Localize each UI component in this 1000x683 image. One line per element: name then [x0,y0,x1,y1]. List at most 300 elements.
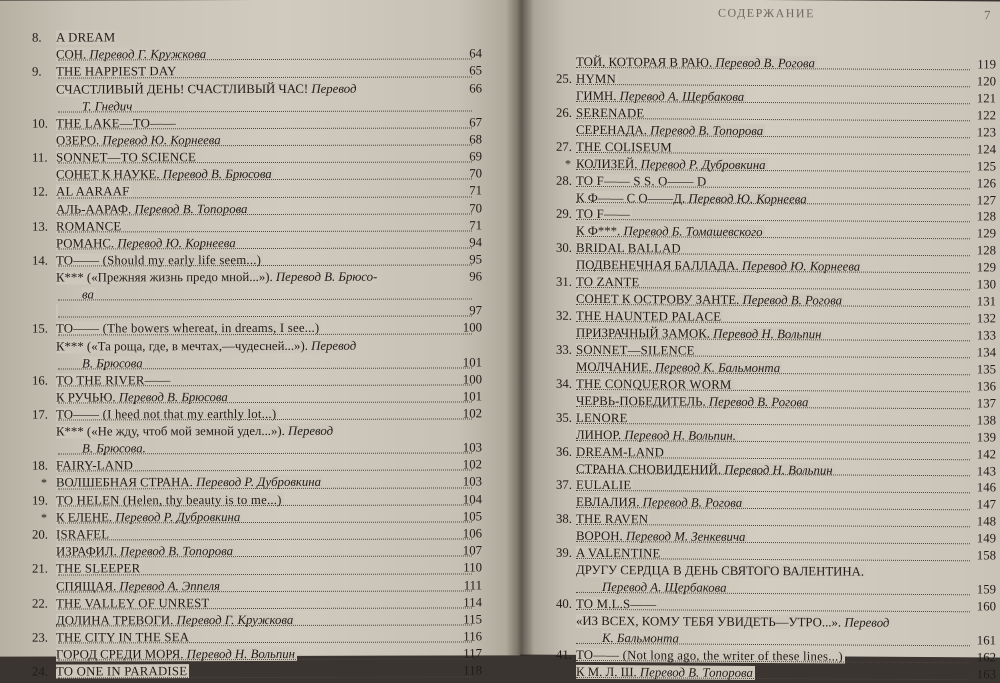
translator-credit-line: В. Брюсова. [82,441,146,456]
entry-title-text [56,475,323,490]
entry-title-text [56,630,191,644]
entry-title [56,166,456,184]
entry-number: 8. [32,30,42,45]
entry-title-text [56,219,123,233]
entry-number: 26. [556,105,572,120]
entry-title-text [56,424,335,439]
entry-title-main: СЕРЕНАДА. [576,122,651,138]
toc-entry [0,148,520,167]
translator-credit: Перевод Ю. Корнеева [741,259,861,274]
entry-number: 17. [32,407,48,422]
entry-title [56,405,456,423]
toc-entry [0,337,520,372]
translator-credit: Перевод В. Рогова [642,495,743,511]
entry-title-main: ДОЛИНА ТРЕВОГИ. [56,613,177,628]
entry-page-number: 97 [469,303,482,318]
entry-title-main: АЛЬ-ААРАФ. [56,201,135,217]
translator-credit: Перевод Н. Вольпин [713,326,822,342]
entry-number: 31. [556,274,572,290]
entry-title-main: THE HAPPIEST DAY [56,64,177,79]
entry-title-main: TO—— (Should my early life seem...) [56,253,262,268]
entry-title-text [576,546,663,561]
toc-entry [0,303,520,322]
entry-title-text [576,309,723,324]
entry-number: 20. [32,527,48,542]
translator-credit: Перевод Н. Вольпин [724,462,833,477]
entry-page-number: 70 [469,166,482,181]
entry-title-text [576,106,646,120]
entry-page-number: 120 [976,74,996,89]
entry-title-text [56,253,263,268]
entry-number: 41. [556,647,572,662]
entry-title-text [56,30,117,44]
entry-title [56,594,456,612]
entry-title-text [56,373,173,387]
entry-title-text [576,461,835,477]
entry-number: 33. [556,342,572,357]
entry-title-text [576,444,666,459]
entry-page-number: 127 [976,192,996,207]
entry-page-number: 128 [976,243,996,258]
entry-title-main: DREAM-LAND [576,444,665,459]
entry-page-number: 94 [469,235,482,250]
entry-title-main: К ЕЛЕНЕ. [56,510,116,525]
toc-entry [0,114,520,133]
entry-title-text [576,190,809,205]
toc-entry [0,405,520,424]
entry-title-text [576,326,824,342]
entry-title-text [56,236,238,250]
toc-entry [0,46,520,65]
toc-entry [0,217,520,236]
left-toc-list [0,28,520,681]
entry-title-main: МОЛЧАНИЕ. [576,359,655,375]
entry-page-number: 137 [976,396,996,411]
entry-title-text [576,241,683,256]
entry-title [56,148,456,166]
entry-page-number: 163 [976,667,996,682]
entry-title [56,303,456,321]
entry-page-number: 162 [976,650,996,665]
translator-credit: Перевод В. Брюсова [162,167,272,182]
entry-title-text [56,562,142,576]
entry-number: 15. [32,321,48,337]
entry-title-main: AL AARAAF [56,184,130,199]
entry-title-text [576,360,782,375]
entry-title-main: THE SLEEPER [56,561,141,576]
entry-title-main: СЧАСТЛИВЫЙ ДЕНЬ! СЧАСТЛИВЫЙ ЧАС! [56,81,312,97]
toc-entry [0,165,520,184]
entry-title-text [56,527,111,541]
entry-page-number: 133 [976,328,996,343]
entry-title-main: LENORE [576,410,628,425]
entry-title [56,543,456,561]
translator-credit: Перевод Р. Дубровкина [640,156,766,172]
entry-title-main: КОЛИЗЕЙ. [576,156,641,171]
entry-number: 28. [556,173,572,188]
entry-number: 29. [556,207,572,222]
entry-page-number: 119 [977,57,996,72]
toc-entry [0,371,520,390]
translator-credit: Перевод Н. Вольпин. [624,427,736,443]
entry-title-text [56,613,295,628]
entry-title-text [56,116,178,130]
translator-credit-continued [56,286,456,304]
translator-credit: Перевод Г. Кружкова [89,47,207,62]
entry-number: 36. [556,444,572,459]
toc-entry [518,664,1000,683]
entry-number: 38. [556,512,572,527]
toc-entry [0,28,520,47]
entry-page-number: 71 [469,218,482,233]
entry-title [56,629,456,647]
entry-title [56,371,456,389]
toc-entry [0,663,520,682]
entry-title-text [576,411,630,425]
translator-credit: Перевод К. Бальмонта [654,360,781,376]
translator-credit-continued [576,579,961,598]
entry-title-text [56,305,58,319]
entry-page-number: 131 [976,294,996,309]
translator-credit-continued [56,97,456,115]
entry-number: 11. [32,150,48,165]
entry-title-main: THE RAVEN [576,512,649,527]
entry-page-number: 124 [976,142,996,157]
entry-page-number: 147 [976,497,996,512]
header-title: СОДЕРЖАНИЕ [718,5,815,21]
entry-title-main: ЕВЛАЛИЯ. [576,495,643,510]
entry-title-main: THE LAKE—TO—— [56,115,177,131]
entry-title-text [576,495,744,510]
entry-title-text [576,157,768,172]
entry-title [56,200,456,218]
entry-title-text [576,258,862,274]
entry-page-number: 139 [976,429,996,445]
entry-title-text [56,185,132,199]
entry-page-number: 117 [463,646,482,661]
entry-title-text [56,510,242,524]
entry-title-text [576,529,747,544]
entry-number: 39. [556,545,572,561]
entry-title-main: ЧЕРВЬ-ПОБЕДИТЕЛЬ. [576,393,709,409]
entry-title-text [576,292,844,308]
entry-title [576,613,961,649]
entry-title-text [56,150,198,164]
entry-page-number: 123 [976,125,996,140]
translator-credit: Перевод Ю. Корнеева [117,235,236,251]
entry-title-main: TO F—— S S. O—— D [576,173,707,189]
entry-title-main: К РУЧЬЮ. [56,390,119,405]
entry-title-main: ЛИНОР. [576,427,625,442]
toc-entry [0,63,520,82]
entry-title-main: ДРУГУ СЕРДЦА В ДЕНЬ СВЯТОГО ВАЛЕНТИНА. [576,563,865,579]
toc-entry [0,457,520,476]
entry-title-main: THE COLISEUM [576,139,672,155]
toc-entry [518,613,1000,650]
entry-number: 9. [32,64,42,79]
entry-page-number: 103 [462,440,482,455]
entry-title [56,131,456,149]
entry-title [576,562,961,598]
entry-title-text [56,493,284,508]
entry-page-number: 158 [976,548,996,563]
entry-page-number: 161 [976,633,996,648]
toc-entry [0,491,520,510]
toc-entry [0,611,520,630]
translator-credit: Перевод Ю. Корнеева [102,132,221,148]
entry-number: 37. [556,478,572,493]
entry-page-number: 101 [462,355,482,370]
entry-title-text [576,614,891,630]
entry-title-text [576,597,658,612]
entry-title [56,46,456,64]
entry-title-text [576,89,746,104]
translator-credit-continued [56,354,456,372]
translator-credit: Перевод Р. Дубровкина [196,475,322,490]
entry-number: 35. [556,410,572,425]
entry-title-text [576,428,738,443]
asterisk-mark: * [41,475,47,490]
entry-page-number: 122 [976,108,996,123]
entry-title-text [56,579,222,593]
translator-credit-continued [56,440,456,458]
toc-entry [0,251,520,270]
entry-title [56,525,456,543]
translator-credit: Перевод А. Щербакова [619,89,745,104]
translator-credit: Перевод В. Топорова [639,665,753,680]
entry-title-main: РОМАНС. [56,236,118,251]
translator-credit-line: К. Бальмонта [602,631,679,646]
translator-credit: Перевод [844,615,890,630]
entry-title-main: TO THE RIVER—— [56,372,171,388]
entry-title-main: К Ф***. [576,224,624,239]
right-toc-list [518,54,1000,683]
entry-title-text [576,512,650,526]
entry-title-main: ПОДВЕНЕЧНАЯ БАЛЛАДА. [576,258,742,274]
entry-page-number: 160 [976,599,996,614]
entry-title [56,234,456,252]
toc-entry [0,234,520,253]
entry-title-text [56,81,358,96]
entry-page-number: 116 [463,629,482,644]
entry-title-main: ГИМН. [576,88,620,104]
asterisk-mark: * [565,156,571,171]
entry-number: 27. [556,139,572,154]
entry-title-text [56,133,223,147]
entry-title-text [56,338,358,353]
entry-title [56,423,456,458]
entry-title-text [56,202,249,217]
entry-title-text [576,478,633,492]
entry-title-main: THE CITY IN THE SEA [56,630,190,645]
toc-entry [0,183,520,202]
entry-page-number: 69 [469,149,482,164]
entry-title [56,337,456,372]
toc-entry [0,200,520,219]
entry-page-number: 105 [462,509,482,524]
toc-entry [0,474,520,493]
entry-title [56,457,456,475]
entry-page-number: 71 [469,183,482,198]
entry-title-text [56,665,189,679]
entry-number: 32. [556,308,572,323]
entry-title-main: К*** («Не жду, чтоб мой земной удел...»). [56,424,289,439]
entry-title-main: ВОЛШЕБНАЯ СТРАНА. [56,475,197,490]
entry-number: 40. [556,596,572,611]
asterisk-mark: * [41,510,47,525]
entry-title-main: К*** («Та роща, где, в мечтах,—чудесней...»). [56,338,312,354]
entry-title-main: «ИЗ ВСЕХ, КОМУ ТЕБЯ УВИДЕТЬ—УТРО...». [576,613,845,630]
translator-credit: Перевод Р. Дубровкина [115,509,241,525]
entry-page-number: 96 [469,269,482,284]
entry-title-text [56,390,230,404]
entry-page-number: 100 [462,320,482,335]
entry-page-number: 115 [463,612,482,627]
entry-number: 19. [32,493,48,508]
entry-page-number: 106 [462,526,482,541]
entry-title-main: СПЯЩАЯ. [56,578,120,594]
entry-page-number: 65 [469,63,482,78]
entry-number: 24. [32,664,48,680]
entry-title-text [56,321,321,336]
entry-title-main: СОНЕТ К НАУКЕ. [56,167,163,182]
translator-credit: Перевод В. Рогова [715,55,815,71]
entry-number: 22. [32,596,48,611]
entry-title-text [576,72,618,86]
entry-page-number: 101 [462,389,482,404]
entry-page-number: 138 [976,413,996,428]
entry-title-main: THE CONQUEROR WORM [576,376,732,392]
entry-title-main: TO—— (I heed not that my earthly lot...) [56,406,277,422]
entry-page-number: 110 [463,560,482,575]
entry-page-number: 100 [462,372,482,387]
entry-page-number: 129 [976,260,996,275]
entry-title-main: TO HELEN (Helen, thy beauty is to me...) [56,492,282,508]
entry-title-text [576,140,674,155]
entry-number: 16. [32,373,48,388]
entry-title-text [576,224,765,239]
entry-title-text [576,275,642,289]
entry-number: 14. [32,253,48,268]
toc-entry [0,131,520,150]
entry-title-main: TO F—— [576,207,630,222]
entry-title-main: СТРАНА СНОВИДЕНИЙ. [576,461,725,477]
toc-entry [0,646,520,665]
entry-title [56,508,456,526]
toc-entry [0,423,520,458]
entry-title-text [576,173,708,188]
entry-title-main: TO—— (The bowers whereat, in dreams, I see...) [56,321,320,336]
entry-title-main: A DREAM [56,30,116,45]
entry-page-number: 126 [976,175,996,191]
translator-credit: Перевод [311,338,357,353]
toc-entry [0,560,520,579]
entry-title [56,217,456,235]
entry-page-number: 143 [976,463,996,478]
entry-page-number: 149 [976,531,996,546]
entry-title-text [576,55,817,70]
entry-title-main: ГОРОД СРЕДИ МОРЯ. [56,647,187,662]
entry-title-main: TO ZANTE [576,275,640,290]
translator-credit: Перевод В. Брюсо- [275,269,378,285]
entry-page-number: 64 [469,46,482,61]
entry-title-text [576,377,734,392]
toc-entry [0,80,520,115]
entry-title-main: HYMN [576,71,616,87]
entry-title [56,577,456,595]
translator-credit: Перевод А. Эппеля [119,578,220,593]
entry-page-number: 146 [976,480,996,495]
entry-title-text [576,343,697,358]
entry-title [56,252,456,270]
entry-number: 30. [556,241,572,256]
entry-title [56,183,456,201]
translator-credit: Перевод М. Зенкевича [625,529,746,545]
entry-page-number: 125 [976,158,996,174]
entry-page-number: 104 [462,491,482,507]
entry-title-text [56,270,379,285]
toc-entry [0,269,520,304]
translator-credit-line: В. Брюсова [82,356,143,371]
entry-title-main: К*** («Прежняя жизнь предо мной...»). [56,270,276,285]
entry-title-main: SONNET—TO SCIENCE [56,150,197,165]
entry-title-text [576,648,845,664]
entry-page-number: 67 [469,114,482,130]
toc-entry [0,594,520,613]
toc-entry [0,577,520,596]
toc-entry [0,525,520,544]
entry-page-number: 129 [976,226,996,241]
entry-title-text [576,563,866,579]
header-page-number: 7 [984,7,992,23]
entry-title-text [56,647,297,662]
entry-title [56,114,456,132]
translator-credit: Перевод Ю. Корнеева [688,191,807,206]
entry-number: 18. [32,458,48,473]
entry-title [56,388,456,406]
entry-title [56,611,456,629]
toc-entry [0,508,520,527]
translator-credit: Перевод В. Топорова [650,123,764,138]
toc-entry [0,542,520,561]
entry-page-number: 135 [976,362,996,377]
entry-title-main: К М. Л. Ш. [576,664,640,680]
entry-page-number: 130 [976,277,996,292]
translator-credit: Перевод В. Брюсова [118,389,228,405]
translator-credit: Перевод В. Топорова [120,544,234,559]
entry-page-number: 70 [469,200,482,215]
entry-title-text [56,596,211,610]
toc-entry [0,320,520,339]
entry-title [56,560,456,578]
entry-page-number: 159 [976,582,996,597]
entry-page-number: 114 [463,595,482,610]
entry-title-main: TO—— (Not long ago, the writer of these lines...) [576,647,843,664]
entry-title-main: ВОРОН. [576,529,626,544]
translator-credit: Перевод Б. Томашевского [623,224,763,240]
entry-title [56,63,456,81]
entry-title-main: ROMANCE [56,219,122,234]
translator-credit: Перевод В. Топорова [134,201,248,216]
entry-title-text [576,123,765,138]
translator-credit-line: Перевод А. Щербакова [602,580,727,595]
entry-page-number: 102 [462,406,482,421]
entry-page-number: 142 [976,446,996,462]
entry-title [56,269,456,304]
translator-credit-line: Т. Гнедич [82,99,133,114]
entry-title-main: ИЗРАФИЛ. [56,544,120,559]
entry-title-text [56,47,208,61]
